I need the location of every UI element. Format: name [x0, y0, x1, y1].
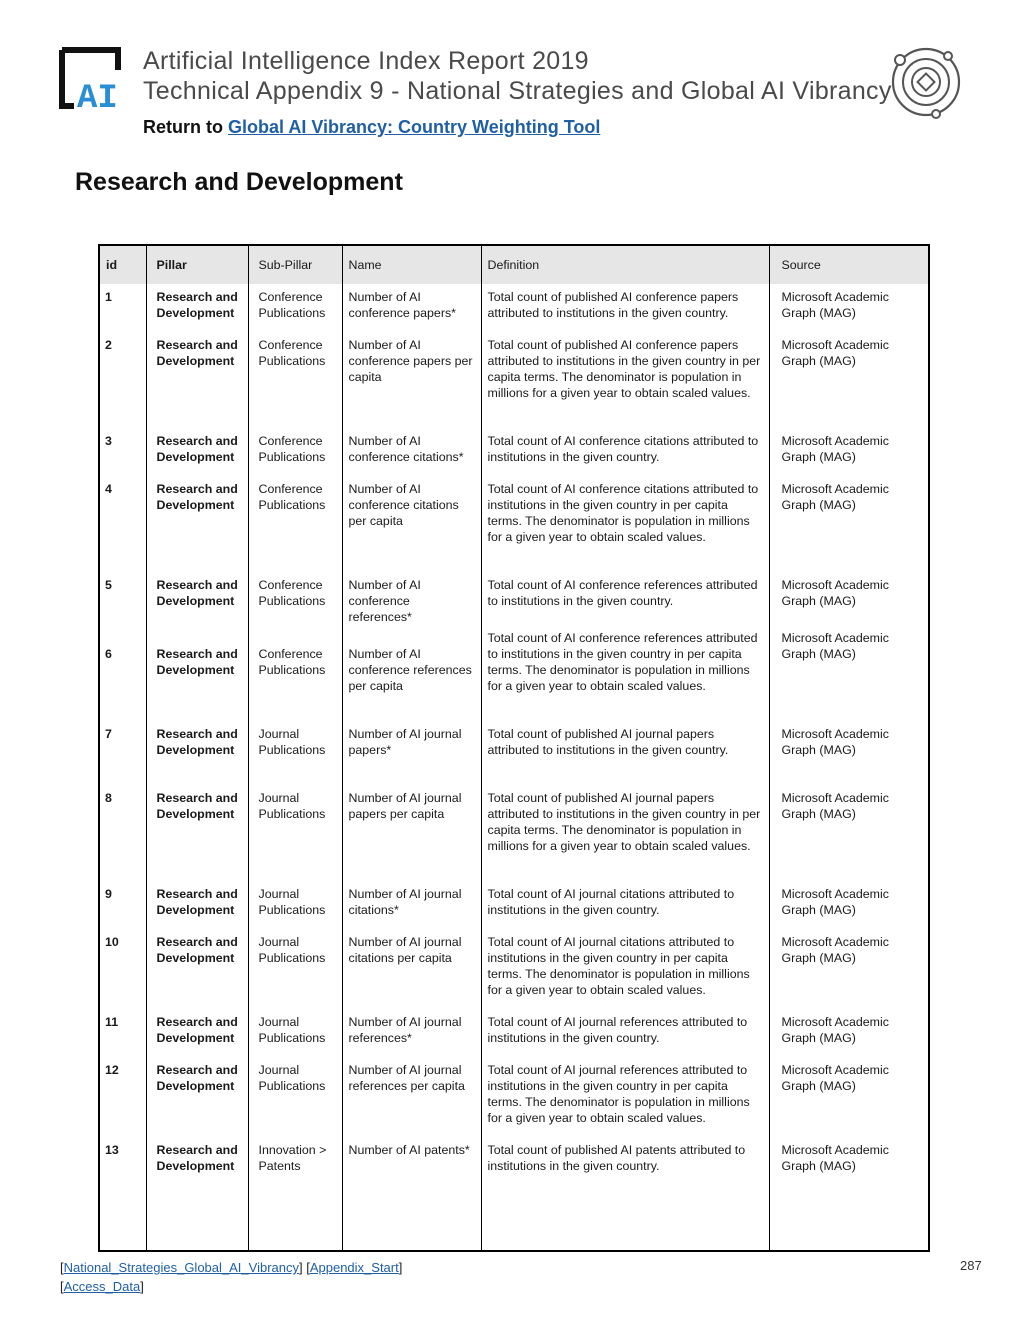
- table-header-row: [99, 245, 929, 284]
- col-header-id: id: [99, 245, 146, 284]
- col-header-pillar: Pillar: [146, 245, 248, 284]
- cell-source: Microsoft Academic Graph (MAG): [769, 881, 929, 929]
- indicator-table: [98, 244, 930, 1252]
- cell-sub-pillar: Journal Publications: [248, 1057, 342, 1137]
- cell-definition: Total count of AI journal citations attributed to institutions in the given country.: [481, 881, 769, 929]
- cell-sub-pillar: Innovation > Patents: [248, 1137, 342, 1185]
- footer-link-appendix-start[interactable]: Appendix_Start: [309, 1260, 399, 1275]
- footer-link-access-data[interactable]: Access_Data: [63, 1279, 141, 1294]
- cell-definition: Total count of AI journal references attributed to institutions in the given country in per capita terms. The denominator is population in millions for a given year to obtain scaled values.: [481, 1057, 769, 1137]
- return-prefix: Return to: [143, 117, 228, 137]
- cell-name: Number of AI conference references*: [342, 572, 481, 625]
- report-title: [143, 46, 892, 106]
- table-row: [99, 1137, 929, 1185]
- cell-source: Microsoft Academic Graph (MAG): [769, 721, 929, 785]
- svg-text:AI: AI: [77, 80, 118, 110]
- table-row: [99, 572, 929, 625]
- cell-source: Microsoft Academic Graph (MAG): [769, 476, 929, 572]
- cell-definition: Total count of published AI journal papers attributed to institutions in the given country.: [481, 721, 769, 785]
- page-number: 287: [960, 1258, 982, 1273]
- cell-sub-pillar: Journal Publications: [248, 1009, 342, 1057]
- cell-name: Number of AI conference citations*: [342, 428, 481, 476]
- cell-id: 4: [99, 476, 146, 572]
- cell-id: 5: [99, 572, 146, 625]
- col-header-definition: Definition: [481, 245, 769, 284]
- cell-pillar: Research and Development: [146, 721, 248, 785]
- cell-pillar: Research and Development: [146, 625, 248, 721]
- cell-name: Number of AI patents*: [342, 1137, 481, 1185]
- table-row: [99, 1057, 929, 1137]
- report-title-line1: Artificial Intelligence Index Report 2019: [143, 47, 589, 75]
- footer-links: [National_Strategies_Global_AI_Vibrancy] [Appendix_Start] [Access_Data]: [60, 1260, 403, 1294]
- cell-id: 11: [99, 1009, 146, 1057]
- cell-id: 6: [99, 625, 146, 721]
- return-line: [143, 117, 600, 138]
- table-row: [99, 929, 929, 1009]
- cell-sub-pillar: Journal Publications: [248, 929, 342, 1009]
- cell-sub-pillar: Conference Publications: [248, 428, 342, 476]
- cell-source: Microsoft Academic Graph (MAG): [769, 1057, 929, 1137]
- cell-name: Number of AI journal citations per capita: [342, 929, 481, 1009]
- table-empty-row: [99, 1185, 929, 1251]
- cell-pillar: Research and Development: [146, 1009, 248, 1057]
- cell-definition: Total count of AI conference references attributed to institutions in the given country in per capita terms. The denominator is population in millions for a given year to obtain scaled values.: [481, 625, 769, 721]
- cell-id: 10: [99, 929, 146, 1009]
- table-row: [99, 1009, 929, 1057]
- ai-index-seal-icon: [888, 44, 964, 120]
- cell-definition: Total count of AI conference references attributed to institutions in the given country.: [481, 572, 769, 625]
- cell-sub-pillar: Conference Publications: [248, 625, 342, 721]
- cell-source: Microsoft Academic Graph (MAG): [769, 625, 929, 721]
- cell-definition: Total count of AI journal references attributed to institutions in the given country.: [481, 1009, 769, 1057]
- table-row: [99, 332, 929, 428]
- cell-definition: Total count of AI journal citations attributed to institutions in the given country in per capita terms. The denominator is population in millions for a given year to obtain scaled values.: [481, 929, 769, 1009]
- cell-source: Microsoft Academic Graph (MAG): [769, 428, 929, 476]
- cell-pillar: Research and Development: [146, 572, 248, 625]
- cell-source: Microsoft Academic Graph (MAG): [769, 785, 929, 881]
- cell-sub-pillar: Journal Publications: [248, 881, 342, 929]
- cell-name: Number of AI journal references*: [342, 1009, 481, 1057]
- table-row: [99, 428, 929, 476]
- cell-id: 7: [99, 721, 146, 785]
- cell-definition: Total count of published AI patents attributed to institutions in the given country.: [481, 1137, 769, 1185]
- cell-name: Number of AI conference references per capita: [342, 625, 481, 721]
- cell-sub-pillar: Journal Publications: [248, 785, 342, 881]
- table-row: [99, 625, 929, 721]
- cell-source: Microsoft Academic Graph (MAG): [769, 929, 929, 1009]
- cell-id: 12: [99, 1057, 146, 1137]
- cell-name: Number of AI journal citations*: [342, 881, 481, 929]
- cell-pillar: Research and Development: [146, 929, 248, 1009]
- cell-definition: Total count of published AI journal papers attributed to institutions in the given country in per capita terms. The denominator is population in millions for a given year to obtain scaled values.: [481, 785, 769, 881]
- table-row: [99, 785, 929, 881]
- cell-id: 3: [99, 428, 146, 476]
- report-title-line2: Technical Appendix 9 - National Strategies and Global AI Vibrancy: [143, 77, 892, 105]
- cell-source: Microsoft Academic Graph (MAG): [769, 284, 929, 332]
- cell-id: 9: [99, 881, 146, 929]
- cell-source: Microsoft Academic Graph (MAG): [769, 572, 929, 625]
- col-header-sub-pillar: Sub-Pillar: [248, 245, 342, 284]
- footer-link-strategies[interactable]: National_Strategies_Global_AI_Vibrancy: [63, 1260, 299, 1275]
- cell-name: Number of AI conference papers per capita: [342, 332, 481, 428]
- col-header-source: Source: [769, 245, 929, 284]
- table-row: [99, 284, 929, 332]
- ai-index-logo: [58, 46, 130, 110]
- cell-sub-pillar: Conference Publications: [248, 332, 342, 428]
- cell-id: 2: [99, 332, 146, 428]
- cell-id: 1: [99, 284, 146, 332]
- cell-pillar: Research and Development: [146, 1057, 248, 1137]
- col-header-name: Name: [342, 245, 481, 284]
- table-row: [99, 721, 929, 785]
- cell-pillar: Research and Development: [146, 1137, 248, 1185]
- cell-name: Number of AI conference citations per capita: [342, 476, 481, 572]
- cell-sub-pillar: Conference Publications: [248, 572, 342, 625]
- cell-definition: Total count of published AI conference papers attributed to institutions in the given country.: [481, 284, 769, 332]
- cell-pillar: Research and Development: [146, 785, 248, 881]
- cell-name: Number of AI journal papers*: [342, 721, 481, 785]
- cell-sub-pillar: Conference Publications: [248, 284, 342, 332]
- cell-definition: Total count of AI conference citations attributed to institutions in the given country in per capita terms. The denominator is population in millions for a given year to obtain scaled values.: [481, 476, 769, 572]
- cell-definition: Total count of AI conference citations attributed to institutions in the given country.: [481, 428, 769, 476]
- cell-id: 8: [99, 785, 146, 881]
- return-link[interactable]: Global AI Vibrancy: Country Weighting Tool: [228, 117, 601, 137]
- table-row: [99, 476, 929, 572]
- cell-source: Microsoft Academic Graph (MAG): [769, 1009, 929, 1057]
- cell-name: Number of AI journal references per capita: [342, 1057, 481, 1137]
- cell-pillar: Research and Development: [146, 428, 248, 476]
- cell-sub-pillar: Conference Publications: [248, 476, 342, 572]
- cell-definition: Total count of published AI conference papers attributed to institutions in the given country in per capita terms. The denominator is population in millions for a given year to obtain scaled values.: [481, 332, 769, 428]
- cell-pillar: Research and Development: [146, 284, 248, 332]
- cell-source: Microsoft Academic Graph (MAG): [769, 1137, 929, 1185]
- section-title: Research and Development: [75, 168, 403, 196]
- cell-pillar: Research and Development: [146, 881, 248, 929]
- cell-id: 13: [99, 1137, 146, 1185]
- cell-source: Microsoft Academic Graph (MAG): [769, 332, 929, 428]
- cell-sub-pillar: Journal Publications: [248, 721, 342, 785]
- cell-name: Number of AI conference papers*: [342, 284, 481, 332]
- table-row: [99, 881, 929, 929]
- cell-name: Number of AI journal papers per capita: [342, 785, 481, 881]
- cell-pillar: Research and Development: [146, 476, 248, 572]
- cell-pillar: Research and Development: [146, 332, 248, 428]
